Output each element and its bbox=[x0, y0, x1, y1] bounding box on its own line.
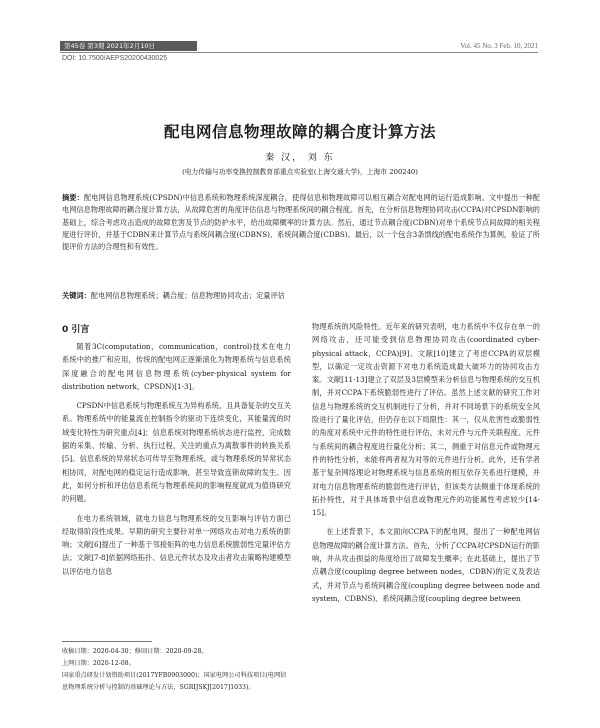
abstract bbox=[62, 192, 540, 253]
abstract-label: 摘要： bbox=[62, 193, 84, 202]
journal-issue-bar: 第45卷 第3期 2021年2月10日 bbox=[60, 41, 197, 51]
paragraph: 在上述背景下，本文面向CCPA下的配电网，提出了一种配电网信息物理故障的耦合度计算方法。首先，分析了CCPA对CPSDN运行的影响，并从攻击损益的角度给出了故障发生概率；在此基础上，提出了节点耦合度(coupling degree between nodes，CDBN)的定义及表达式，并对节点与系统间耦合度(coupling degree between node and system，CDBNS)、系统间耦合度(coupling degree between bbox=[312, 527, 540, 603]
footnote-rule bbox=[62, 641, 152, 642]
footnote-received: 收稿日期：2020-04-30；修回日期：2020-09-28。 bbox=[62, 648, 208, 655]
paragraph: CPSDN中信息系统与物理系统互为异构系统，且具备复杂的交互关系。物理系统中的能量流在控制指令的驱动下连续变化，其能量流的时域变化特性为研究重点[4]；信息系统对物理系统状态进行监控，完成数据的采集、传输、分析、执行过程，关注的重点为离散事件的转换关系[5]。信息系统的异常状态可传导至物理系统，或与物理系统的异常状态相协同，对配电网的稳定运行造成影响，甚至导致连锁故障的发生。因此，如何分析和评估信息系统与物理系统间的影响程度就成为值得研究的问题。 bbox=[62, 401, 291, 504]
footnote-online: 上网日期：2020-12-08。 bbox=[62, 660, 135, 667]
authors: 秦 汉， 刘 东 bbox=[265, 153, 335, 163]
paragraph: 随着3C(computation，communication，control)技术在电力系统中的推广和应用，传统的配电网正逐渐演化为物理系统与信息系统深度融合的配电网信息物理系统(cyber-physical system for distribution network，CPSDN)[1-3]。 bbox=[62, 342, 291, 391]
right-column bbox=[312, 320, 540, 611]
keywords-text: 配电网信息物理系统；耦合度；信息物理协同攻击；定量评估 bbox=[90, 291, 285, 300]
affiliation: (电力传输与功率变换控制教育部重点实验室(上海交通大学)，上海市 200240) bbox=[182, 168, 418, 176]
left-column bbox=[62, 340, 291, 584]
abstract-text: 配电网信息物理系统(CPSDN)中信息系统和物理系统深度耦合，使得信息和物理故障可以相互耦合对配电网的运行造成影响。文中提出一种配电网信息物理故障的耦合度计算方法，从故障危害的角度评估信息与物理系统间的耦合程度。首先，在分析信息物理协同攻击(CCPA)对CPSDN影响的基础上，综合考虑攻击造成的故障危害及节点的防护水平，给出故障概率的计算方法。然后，通过节点耦合度(CDBN)对单个系统节点间故障的相关程度进行评价，并基于CDBN来计算节点与系统间耦合度(CDBNS)、系统间耦合度(CDBS)。最后，以一个包含3条馈线的配电系统作为算例，验证了所提评价方法的合理性和有效性。 bbox=[62, 193, 540, 252]
keywords-label: 关键词： bbox=[62, 291, 91, 300]
doi[interactable]: DOI: 10.7500/AEPS20200430025 bbox=[62, 55, 168, 62]
header-rule bbox=[60, 52, 538, 53]
footnotes bbox=[62, 646, 291, 694]
paragraph: 物理系统的风险特性。近年来的研究表明，电力系统中不仅存在单一的网络攻击，还可能受到信息物理协同攻击(coordinated cyber-physical attack，CCPA)[9]。文献[10]建立了考虑CCPA的双层模型，以确定一定攻击资源下对电力系统造成最大破坏力的协同攻击方案。文献[11-13]建立了双层及3层模型来分析信息与物理系统的交互机制，并对CCPA下系统脆弱性进行了评估。虽然上述文献的研究工作对信息与物理系统的交互机制进行了分析，并对不同场景下的系统安全风险进行了量化评估，但仍存在以下局限性：其一，仅从危害性或脆弱性的角度对系统中元件的特性进行评估，未对元件与元件关联程度、元件与系统间的耦合程度进行量化分析；其二，侧重于对信息元件或物理元件的特性分析，未能将两者视为对等的元件进行分析。此外，还有学者基于复杂网络理论对物理系统与信息系统的相互依存关系进行建模，并对电力信息物理系统的脆弱性进行评估，但该类方法侧重于体现系统的拓扑特性，对于具体场景中信息或物理元件的功能属性考虑较少[14-15]。 bbox=[312, 322, 540, 518]
journal-volume: Vol. 45 No. 3 Feb. 10, 2021 bbox=[460, 42, 538, 50]
keywords bbox=[62, 290, 540, 302]
footnote-funding: 国家重点研发计划资助项目(2017YFB0903000)；国家电网公司科技项目(电网信息物理系统分析与控制的基础理论与方法，SGRIJSKJ[2017]1033)。 bbox=[62, 672, 287, 691]
section-heading-introduction: 0 引言 bbox=[62, 325, 90, 335]
paragraph: 在电力系统领域，就电力信息与物理系统的交互影响与评估方面已经取得阶段性成果。早期的研究主要针对单一网络攻击对电力系统的影响；文献[6]提出了一种基于邻接矩阵的电力信息系统脆弱性定量评估方法；文献[7-8]依据网络拓扑、信息元件状态及攻击者攻击策略构建模型以评估电力信息 bbox=[62, 513, 291, 576]
paper-title: 配电网信息物理故障的耦合度计算方法 bbox=[163, 123, 436, 141]
